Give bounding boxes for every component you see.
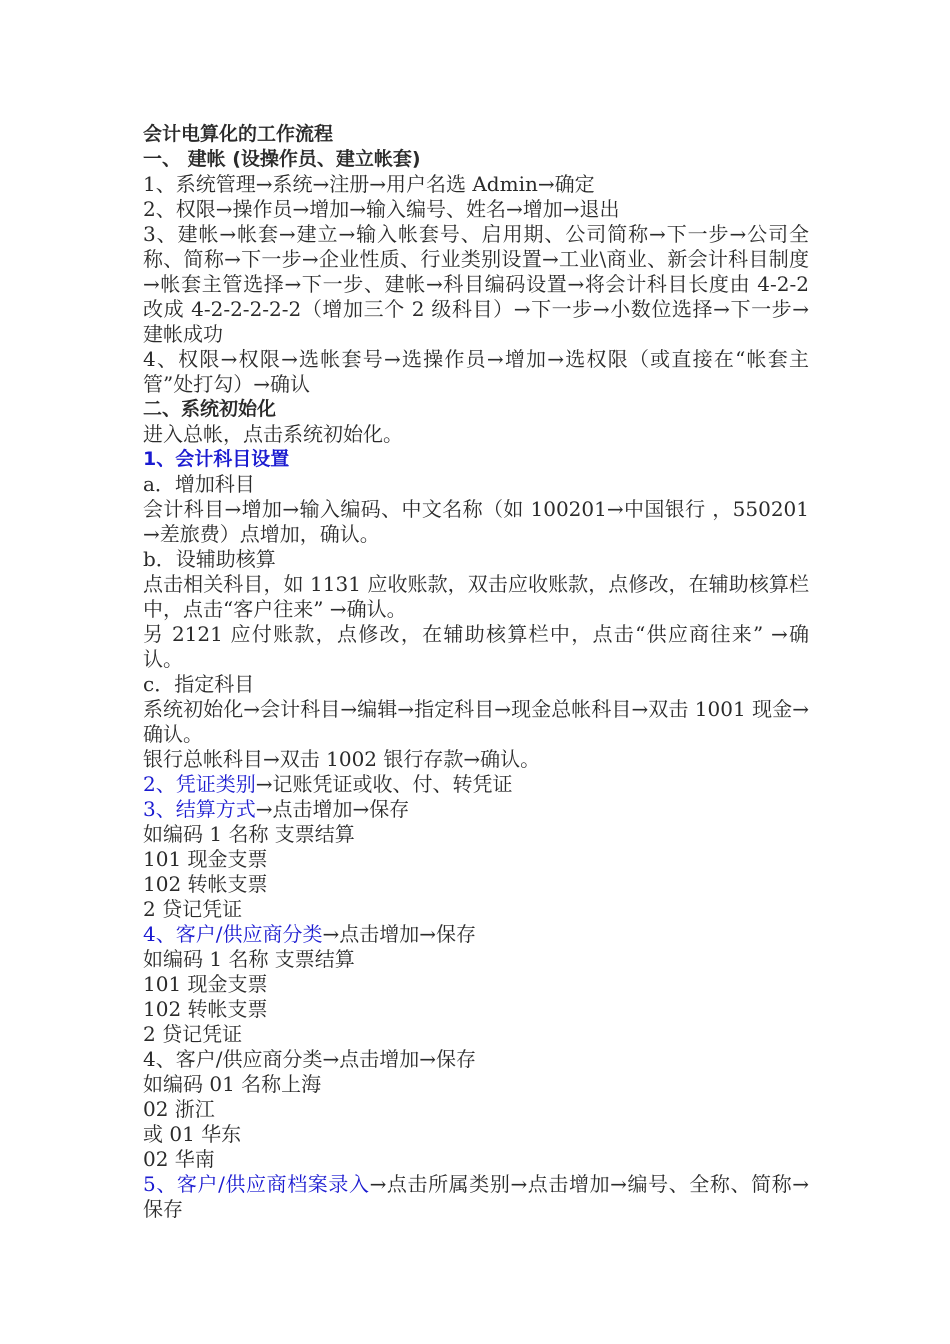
- sub4-rest: →点击增加→保存: [322, 922, 476, 946]
- sub4b-title: 4、客户/供应商分类→点击增加→保存: [143, 1047, 476, 1071]
- sub2-rest: →记账凭证或收、付、转凭证: [255, 772, 513, 796]
- sub2-title-link[interactable]: 2、凭证类别: [143, 772, 256, 796]
- section2-heading: 二、系统初始化: [143, 398, 277, 420]
- sub3-line: [143, 797, 809, 822]
- sub4-line: [143, 922, 809, 947]
- sub1-title: 1、会计科目设置: [143, 448, 290, 470]
- sub5-title-link[interactable]: 5、客户/供应商档案录入: [143, 1172, 370, 1196]
- section1-heading: 一、 建帐 (设操作员、建立帐套): [143, 148, 421, 170]
- sub1-c-text-2: 银行总帐科目→双击 1002 银行存款→确认。: [143, 747, 541, 771]
- sub4b-item: 02 浙江: [143, 1097, 215, 1121]
- sub4-title-link[interactable]: 4、客户/供应商分类: [143, 922, 323, 946]
- sub3-item: 如编码 1 名称 支票结算: [143, 822, 355, 846]
- sub3-item: 2 贷记凭证: [143, 897, 243, 921]
- section2-intro: 进入总帐，点击系统初始化。: [143, 422, 403, 446]
- sub5-rest: →点击所属类别→点击增加→编号、全称、简称→保存: [143, 1172, 810, 1221]
- sub5-line: [143, 1172, 809, 1222]
- sub4-item: 2 贷记凭证: [143, 1022, 243, 1046]
- sub1-b-label: b．设辅助核算: [143, 547, 276, 571]
- section1-step-3: 3、建帐→帐套→建立→输入帐套号、启用期、公司简称→下一步→公司全称、简称→下一步→企业性质、行业类别设置→工业\商业、新会计科目制度→帐套主管选择→下一步、建帐→科目编码设置→将会计科目长度由 4-2-2 改成 4-2-2-2-2-2（增加三个 2 级科目）→下一步→小数位选择→下一步→建帐成功: [143, 222, 809, 346]
- document-title: 会计电算化的工作流程: [143, 123, 334, 145]
- section1-step-1: 1、系统管理→系统→注册→用户名选 Admin→确定: [143, 172, 595, 196]
- sub4b-item: 如编码 01 名称上海: [143, 1072, 322, 1096]
- sub4-item: 如编码 1 名称 支票结算: [143, 947, 355, 971]
- sub1-b-text-2: 另 2121 应付账款，点修改，在辅助核算栏中，点击“供应商往来” →确认。: [143, 622, 809, 671]
- sub2-line: [143, 772, 809, 797]
- sub3-rest: →点击增加→保存: [255, 797, 410, 821]
- sub3-item: 102 转帐支票: [143, 872, 268, 896]
- document-body: [143, 122, 809, 1222]
- sub4-item: 101 现金支票: [143, 972, 268, 996]
- sub1-c-text-1: 系统初始化→会计科目→编辑→指定科目→现金总帐科目→双击 1001 现金→确认。: [143, 697, 809, 746]
- sub3-title-link[interactable]: 3、结算方式: [143, 797, 256, 821]
- sub1-a-label: a．增加科目: [143, 472, 255, 496]
- sub1-b-text-1: 点击相关科目，如 1131 应收账款，双击应收账款，点修改，在辅助核算栏中，点击“客户往来” →确认。: [143, 572, 809, 621]
- sub3-item: 101 现金支票: [143, 847, 268, 871]
- section1-step-4: 4、权限→权限→选帐套号→选操作员→增加→选权限（或直接在“帐套主管”处打勾）→确认: [143, 347, 809, 396]
- sub1-a-text: 会计科目→增加→输入编码、中文名称（如 100201→中国银行 ，550201→差旅费）点增加，确认。: [143, 497, 809, 546]
- sub4b-item: 02 华南: [143, 1147, 215, 1171]
- sub4-item: 102 转帐支票: [143, 997, 268, 1021]
- sub4b-item: 或 01 华东: [143, 1122, 242, 1146]
- section1-step-2: 2、权限→操作员→增加→输入编号、姓名→增加→退出: [143, 197, 620, 221]
- sub1-c-label: c．指定科目: [143, 672, 255, 696]
